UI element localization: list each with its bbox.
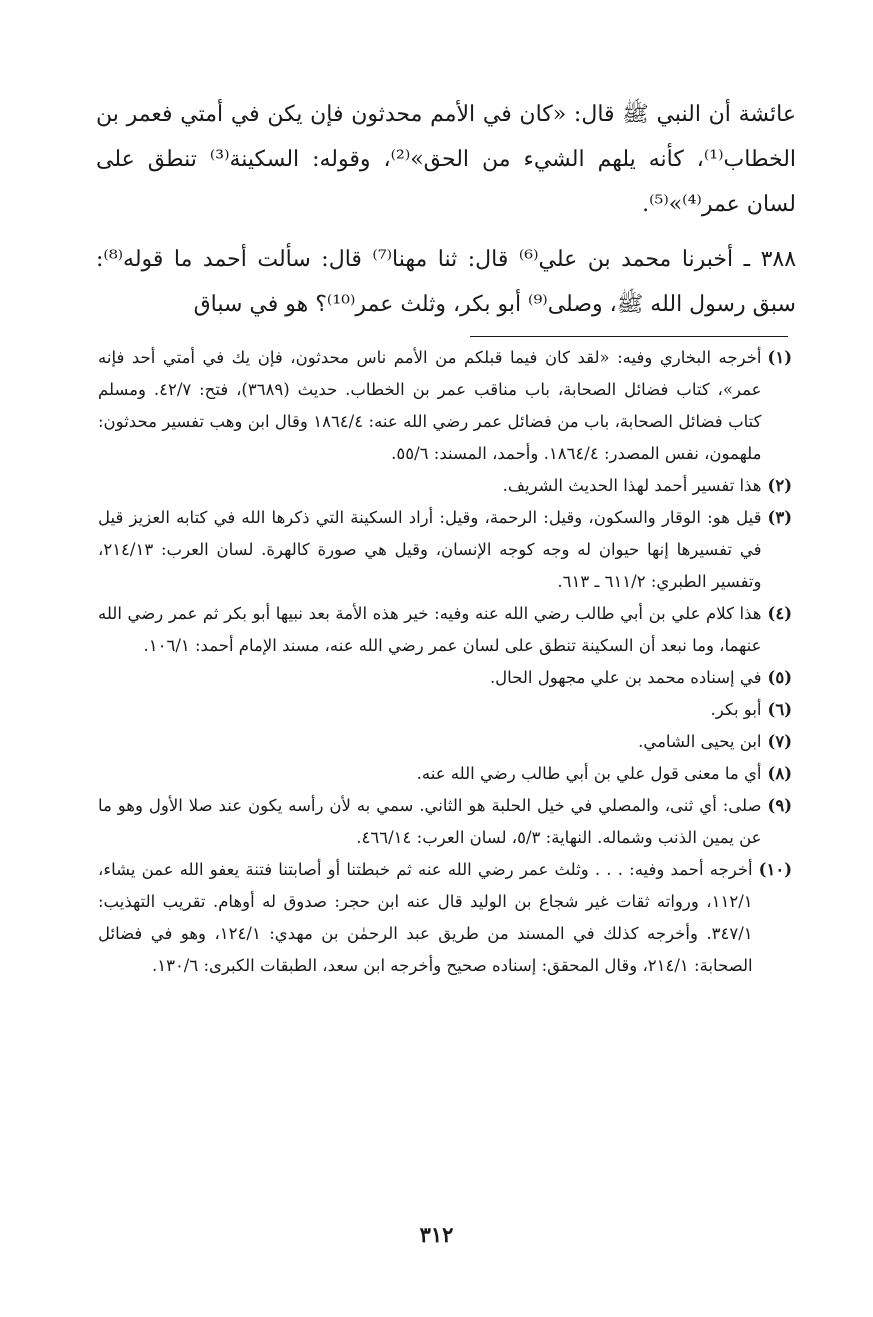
footnote-4: [98, 598, 792, 662]
footnote-number: (٨): [767, 764, 792, 783]
footnote-number: (٩): [767, 796, 792, 815]
footnote-number: (٥): [767, 668, 792, 687]
footnote-number: (٦): [767, 700, 792, 719]
footnote-number: (١٠): [758, 860, 792, 879]
main-paragraph-2: ٣٨٨ ـ أخبرنا محمد بن علي⁽⁶⁾ قال: ثنا مهنا⁽⁷⁾ قال: سألت أحمد ما قوله⁽⁸⁾: سبق رسول الله ﷺ، وصلى⁽⁹⁾ أبو بكر، وثلث عمر⁽¹⁰⁾؟ هو في سباق: [96, 247, 797, 317]
footnote-text: أبو بكر.: [710, 700, 762, 719]
footnote-number: (٧): [767, 732, 792, 751]
footnote-separator: [470, 336, 788, 337]
footnote-number: (٢): [767, 476, 792, 495]
footnote-9: [98, 790, 792, 854]
footnote-text: هذا كلام علي بن أبي طالب رضي الله عنه وفيه: خير هذه الأمة بعد نبيها أبو بكر ثم عمر رضي الله عنهما، وما نبعد أن السكينة تنطق على لسان عمر رضي الله عنه، مسند الإمام أحمد: ١٠٦/١.: [98, 604, 762, 655]
footnote-text: أخرجه أحمد وفيه: . . . وثلث عمر رضي الله عنه ثم خبطتنا أو أصابتنا فتنة يعفو الله عمن يشاء، ١١٢/١، ورواته ثقات غير شجاع بن الوليد قال عنه ابن حجر: صدوق له أوهام. تقريب التهذيب: ٣٤٧/١. وأخرجه كذلك في المسند من طريق عبد الرحمٰن بن مهدي: ١٢٤/١، وهو في فضائل الصحابة: ٢١٤/١، وقال المحقق: إسناده صحيح وأخرجه ابن سعد، الطبقات الكبرى: ١٣٠/٦.: [98, 860, 753, 975]
main-paragraph-1: عائشة أن النبي ﷺ قال: «كان في الأمم محدثون فإن يكن في أمتي فعمر بن الخطاب⁽¹⁾، كأنه يلهم الشيء من الحق»⁽²⁾، وقوله: السكينة⁽³⁾ تنطق على لسان عمر⁽⁴⁾»⁽⁵⁾.: [96, 102, 797, 217]
footnote-3: [98, 502, 792, 598]
main-text: [96, 92, 796, 327]
footnote-number: (٤): [767, 604, 792, 623]
footnotes: [98, 342, 792, 982]
footnote-text: أي ما معنى قول علي بن أبي طالب رضي الله عنه.: [416, 764, 762, 783]
footnote-number: (١): [767, 348, 792, 367]
footnote-text: ابن يحيى الشامي.: [638, 732, 762, 751]
footnote-5: [98, 662, 792, 694]
footnote-text: هذا تفسير أحمد لهذا الحديث الشريف.: [502, 476, 762, 495]
footnote-text: في إسناده محمد بن علي مجهول الحال.: [489, 668, 762, 687]
footnote-7: [98, 726, 792, 758]
footnote-8: [98, 758, 792, 790]
footnote-number: (٣): [767, 508, 792, 527]
footnote-6: [98, 694, 792, 726]
footnote-text: صلى: أي ثنى، والمصلي في خيل الحلبة هو الثاني. سمي به لأن رأسه يكون عند صلا الأول وهو ما عن يمين الذنب وشماله. النهاية: ٥/٣، لسان العرب: ٤٦٦/١٤.: [98, 796, 762, 847]
footnote-1: [98, 342, 792, 470]
footnote-text: قيل هو: الوقار والسكون، وقيل: الرحمة، وقيل: أراد السكينة التي ذكرها الله في كتابه العزيز قيل في تفسيرها إنها حيوان له وجه كوجه الإنسان، وقيل هي صورة كالهرة. لسان العرب: ٢١٤/١٣، وتفسير الطبري: ٦١١/٢ ـ ٦١٣.: [98, 508, 762, 591]
page-number: ٣١٢: [419, 1222, 454, 1247]
footnote-10: [98, 854, 792, 982]
footnote-text: أخرجه البخاري وفيه: «لقد كان فيما قبلكم من الأمم ناس محدثون، فإن يك في أمتي أحد فإنه عمر»، كتاب فضائل الصحابة، باب مناقب عمر بن الخطاب. حديث (٣٦٨٩)، فتح: ٤٢/٧. ومسلم كتاب فضائل الصحابة، باب من فضائل عمر رضي الله عنه: ١٨٦٤/٤ وقال ابن وهب تفسير محدثون: ملهمون، نفس المصدر: ١٨٦٤/٤. وأحمد، المسند: ٥٥/٦.: [98, 348, 762, 463]
footnote-2: [98, 470, 792, 502]
